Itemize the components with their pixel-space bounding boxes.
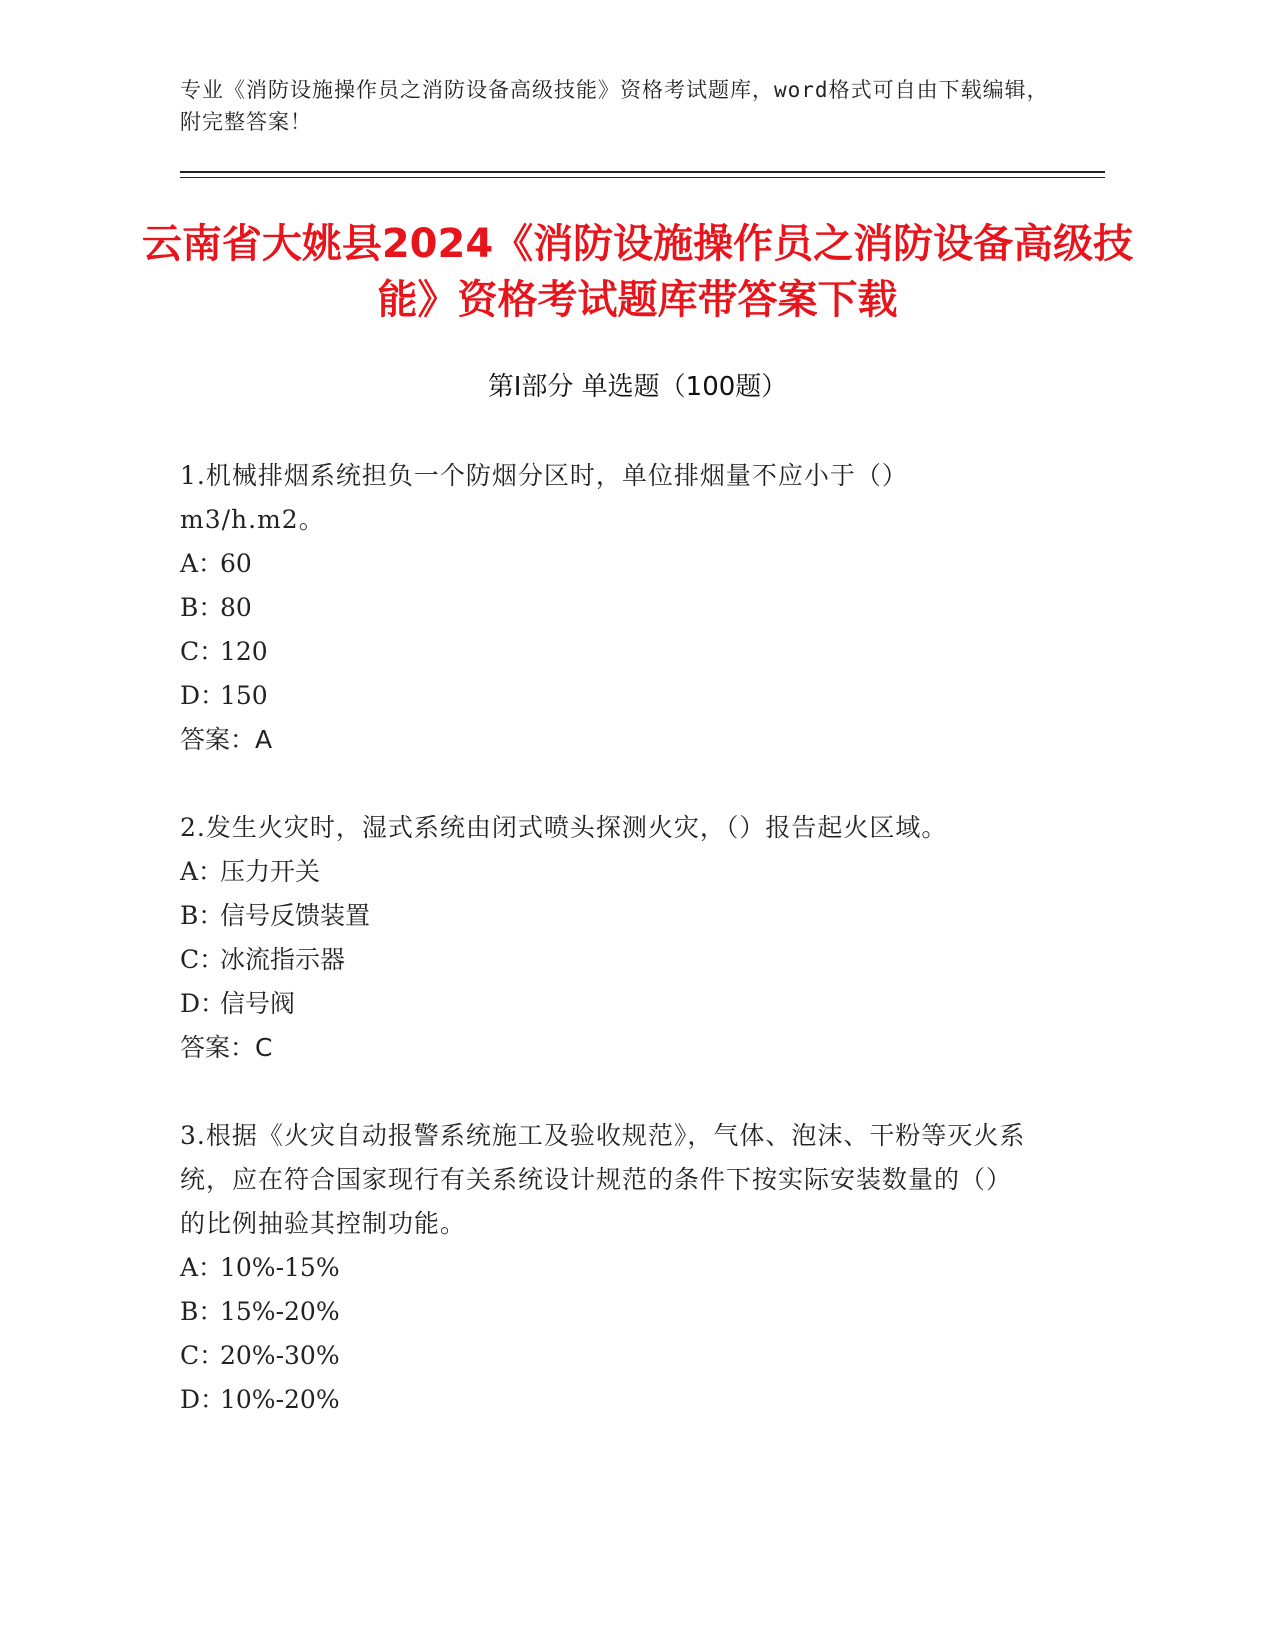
option-text: 10%-15% bbox=[220, 1253, 340, 1282]
answer: 答案：A bbox=[180, 725, 273, 754]
question-list bbox=[180, 454, 1030, 1466]
option-letter: C： bbox=[180, 1341, 225, 1370]
option-text: 80 bbox=[220, 593, 252, 622]
option-text: 信号反馈装置 bbox=[220, 901, 371, 930]
option-letter: C： bbox=[180, 637, 225, 666]
option-text: 15%-20% bbox=[220, 1297, 340, 1326]
option-a bbox=[180, 1246, 1030, 1290]
option-text: 压力开关 bbox=[220, 857, 321, 886]
option-text: 信号阀 bbox=[220, 989, 296, 1018]
option-text: 10%-20% bbox=[220, 1385, 340, 1414]
option-letter: C： bbox=[180, 945, 225, 974]
question-1 bbox=[180, 454, 1030, 762]
option-d bbox=[180, 982, 1030, 1026]
question-3 bbox=[180, 1114, 1030, 1422]
option-letter: A： bbox=[180, 857, 224, 886]
header-divider-thin bbox=[180, 177, 1105, 178]
option-c bbox=[180, 938, 1030, 982]
option-text: 150 bbox=[220, 681, 268, 710]
option-letter: D： bbox=[180, 681, 226, 710]
option-c bbox=[180, 630, 1030, 674]
option-b bbox=[180, 586, 1030, 630]
option-d bbox=[180, 1378, 1030, 1422]
option-d bbox=[180, 674, 1030, 718]
answer: 答案：C bbox=[180, 1033, 273, 1062]
document-title: 云南省大姚县2024《消防设施操作员之消防设备高级技能》资格考试题库带答案下载 bbox=[141, 221, 1134, 323]
option-text: 冰流指示器 bbox=[220, 945, 346, 974]
option-letter: D： bbox=[180, 989, 226, 1018]
question-stem: 3.根据《火灾自动报警系统施工及验收规范》，气体、泡沫、干粉等灭火系统，应在符合国家现行有关系统设计规范的条件下按实际安装数量的（）的比例抽验其控制功能。 bbox=[180, 1121, 1026, 1238]
option-b bbox=[180, 1290, 1030, 1334]
question-2 bbox=[180, 806, 1030, 1070]
option-text: 60 bbox=[220, 549, 252, 578]
section-title: 第Ⅰ部分 单选题（100题） bbox=[487, 372, 788, 402]
option-text: 120 bbox=[220, 637, 268, 666]
option-letter: B： bbox=[180, 1297, 224, 1326]
option-letter: D： bbox=[180, 1385, 226, 1414]
option-a bbox=[180, 542, 1030, 586]
option-b bbox=[180, 894, 1030, 938]
question-stem: 2.发生火灾时，湿式系统由闭式喷头探测火灾，（）报告起火区域。 bbox=[180, 813, 948, 842]
option-text: 20%-30% bbox=[220, 1341, 340, 1370]
option-a bbox=[180, 850, 1030, 894]
option-letter: B： bbox=[180, 593, 224, 622]
question-stem: 1.机械排烟系统担负一个防烟分区时，单位排烟量不应小于（）m3/h.m2。 bbox=[180, 461, 908, 534]
header-divider-thick bbox=[180, 171, 1105, 173]
option-letter: B： bbox=[180, 901, 224, 930]
option-c bbox=[180, 1334, 1030, 1378]
option-letter: A： bbox=[180, 1253, 224, 1282]
header-note: 专业《消防设施操作员之消防设备高级技能》资格考试题库，word格式可自由下载编辑，附完整答案！ bbox=[180, 78, 1049, 134]
option-letter: A： bbox=[180, 549, 224, 578]
